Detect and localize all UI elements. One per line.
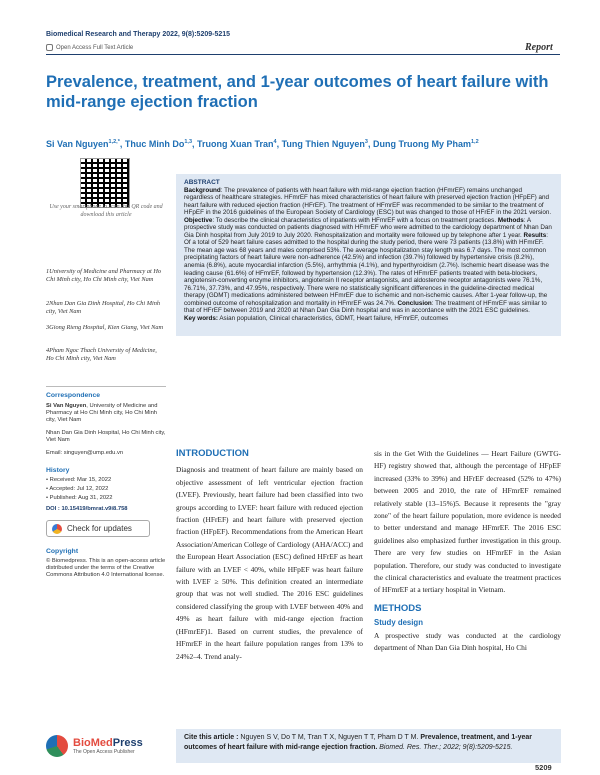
correspondence-body [46,403,166,425]
cite-authors: Nguyen S V, Do T M, Tran T X, Nguyen T T, Pham D T M. [238,734,421,741]
logo-name-a: BioMed [73,736,113,749]
cite-journal: Biomed. Res. Ther.; 2022; 9(8):5209-5215. [377,743,513,751]
affiliation-1: 1University of Medicine and Pharmacy at Ho Chi Minh city, Ho Chi Minh city, Viet Nam [46,268,162,283]
conclusion-label: Conclusion [397,299,432,307]
affiliation-4: 4Pham Ngoc Thach University of Medicine, Ho Chi Minh city, Viet Nam [46,347,157,362]
cite-label: Cite this article : [184,734,239,741]
author-list: Si Van Nguyen$^{1,2,*}$, Thuc Minh Do$^{1,3}$, Truong Xuan Tran$^4$, Tung Thien Nguyen$^3$, Dung Truong My Pham$^{1,2}$ [46,139,479,149]
open-access-label [46,44,133,51]
open-access-text: Open Access Full Text Article [56,44,134,51]
doi-link[interactable]: DOI : 10.15419/bmrat.v9i8.758 [46,506,128,512]
history-heading: History [46,467,70,474]
abstract-heading: ABSTRACT [184,179,220,186]
history-received: • Received: Mar 15, 2022 [46,477,112,483]
lock-icon [46,44,53,51]
copyright-heading: Copyright [46,548,79,555]
methods-heading: METHODS [374,602,422,614]
article-title: Prevalence, treatment, and 1-year outcomes of heart failure with mid-range ejection fraction [46,73,549,111]
methods-text: : A prospective study was conducted on patients diagnosed with HFmrEF who were admitted to the cardiology department of Nhan Dan Gia Dinh hospital from July 2019 to July 2020. Rehospitalization and mortality were followed up by telephone after 1 year. [184,216,552,239]
second-column [374,448,561,655]
correspondence-heading: Correspondence [46,392,101,399]
qr-caption: Use your smartphone to scan this QR code and download this article [49,204,163,218]
intro-heading: INTRODUCTION [176,448,249,459]
results-label: Results [523,231,547,239]
correspondence-aff2: Nhan Dan Gia Dinh Hospital, Ho Chi Minh city, Viet Nam [46,430,166,444]
logo-name-b: Press [112,736,143,749]
correspondence-aff1: , University of Medicine and Pharmacy at Ho Chi Minh city, Ho Chi Minh city, Viet Nam [46,403,158,424]
article-type: Report [525,42,553,53]
objective-label: Objective [184,216,213,224]
history-published: • Published: Aug 31, 2022 [46,495,113,501]
cite-title: Prevalence, treatment, and 1-year outcomes of heart failure with mid-range ejection fraction. [184,734,532,751]
correspondence-email[interactable]: Email: singuyen@ump.edu.vn [46,450,124,456]
page-number: 5209 [535,763,552,772]
intro-column [176,448,363,663]
correspondence-name: Si Van Nguyen [46,403,87,409]
keywords [184,315,553,323]
citation-box [176,729,561,763]
qr-code[interactable] [80,158,130,208]
publisher-logo [46,735,143,757]
copyright-text: © Biomedpress. This is an open-access article distributed under the terms of the Creative Commons Attribution 4.0 International license. [46,558,166,579]
sidebar-divider [46,386,166,387]
study-design-heading: Study design [374,618,423,628]
methods-text: A prospective study was conducted at the cardiology department of Nhan Dan Gia Dinh hospital, Ho Chi [374,630,561,653]
objective-text: : To describe the clinical characteristics of inpatients with HFmrEF with a focus on treatment practices. [212,216,497,224]
intro-text: Diagnosis and treatment of heart failure are mainly based on objective assessment of left ventricular ejection fraction (LVEF). Previously, heart failure had been classified into two groups according to LVEF: heart failure with reduced ejection fraction (HFrEF) and heart failure with preserved ejection fraction (HFpEF). Recommendations from the American Heart Association/American College of Cardiology (AHA/ACC) and the European Heart Association (ESC) defined HFrEF as heart failure with an LVEF < 40%, while HFpEF was heart failure with LVEF ≥ 50%. This definition created an intermediate group that was not well studied. The 2016 ESC guidelines considered classifying the group with LVEF between 40% and 49% as heart failure with mid-range ejection fraction (HFmrEF)1. Based on current studies, the prevalence of HFmrEF in the heart failure population ranges from 13% to 24%2–4. Trend analy- [176,465,363,661]
header-divider [46,54,560,55]
abstract-body [184,187,553,315]
history-accepted: • Accepted: Jul 12, 2022 [46,486,109,492]
background-text: : The prevalence of patients with heart failure with mid-range ejection fraction (HFmrEF) remains unchanged regardless of healthcare strategies. HFmrEF has mixed characteristics of heart failure with preserved ejection fraction (HFpEF) and heart failure with reduced ejection fraction (HFrEF). The treatment of HFmrEF was recommended to be similar to the treatment of HFpEF in the 2016 guidelines of the European Society of Cardiology (ESC) but was changed to those of HFrEF in the 2021 version. [184,186,552,217]
journal-header: Biomedical Research and Therapy 2022, 9(8):5209-5215 [46,31,231,38]
check-updates-label: Check for updates [67,524,132,533]
background-label: Background [184,186,221,194]
keywords-text: Asian population, Clinical characteristics, GDMT, Heart failure, HFmrEF, outcomes [217,314,449,322]
affiliation-2: 2Nhan Dan Gia Dinh Hospital, Ho Chi Minh city, Viet Nam [46,300,161,315]
logo-tagline: The Open Access Publisher [73,748,135,755]
conclusion-text: : The treatment of HFmrEF was similar to that of HFrEF between 2019 and 2020 at Nhan Dan Gia Dinh hospital and was in accordance with the 2021 ESC guidelines. [184,299,547,315]
crossmark-icon [52,524,62,534]
biomedpress-logo-icon [46,735,68,757]
abstract-box [176,174,561,336]
methods-label: Methods [497,216,524,224]
results-text: : Of a total of 529 heart failure cases admitted to the hospital during the study period, there were 73 patients (13.8%) with HFmrEF. The mean age was 68 years and males comprised 53%. The average hospitalization stay length was 6.7 days. The most common precipitating factors of heart failure were non-adherence (42.5%) and infection (39.7%) followed by hypertensive crisis (8.2%), anemia (6.8%), acute myocardial infarction (5.5%), arrhythmia (4.1%), and hyperthyroidism (2.7%). Ischemic heart disease was the leading cause (61.6%) of HFmrEF, followed by hypertension (12.3%). The rates of HFmrEF patients treated with beta-blockers, angiotensin-converting enzyme inhibitors, angiotensin II receptor antagonists, and aldosterone receptor antagonists were 76.1%, 76.71%, 37.73%, and 47.95%, respectively. There were no statistically significant differences in the guideline-directed medical therapy (GDMT) medications administered between HFmrEF due to ischemic and non-ischemic causes. After 1-year follow-up, the combined outcome of rehospitalization and mortality in HFmrEF was 24.7%. [184,231,550,307]
keywords-label: Key words: [184,314,218,322]
affiliation-3: 3Giong Rieng Hospital, Kien Giang, Viet Nam [46,324,164,331]
intro-text-continued: sis in the Get With the Guidelines — Heart Failure (GWTG-HF) registry showed that, although the percentage of HFpEF increased (33% to 39%) and HFrEF decreased (52% to 47%) between 2005 and 2010, the rate of HFmrEF remained relatively stable (13–15%)5. Because it represents the "gray zone" of the heart failure population, more evidence is needed to better understand and manage HFmrEF. The 2016 ESC guidelines also emphasized further investigation in this group. There are very few studies on HFmrEF in the Asian population. Therefore, our study was conducted to investigate the clinical characteristics and evaluate the treatment practices of HFmrEF at a tertiary hospital in Vietnam. [374,449,561,595]
check-for-updates-button[interactable] [46,520,150,537]
